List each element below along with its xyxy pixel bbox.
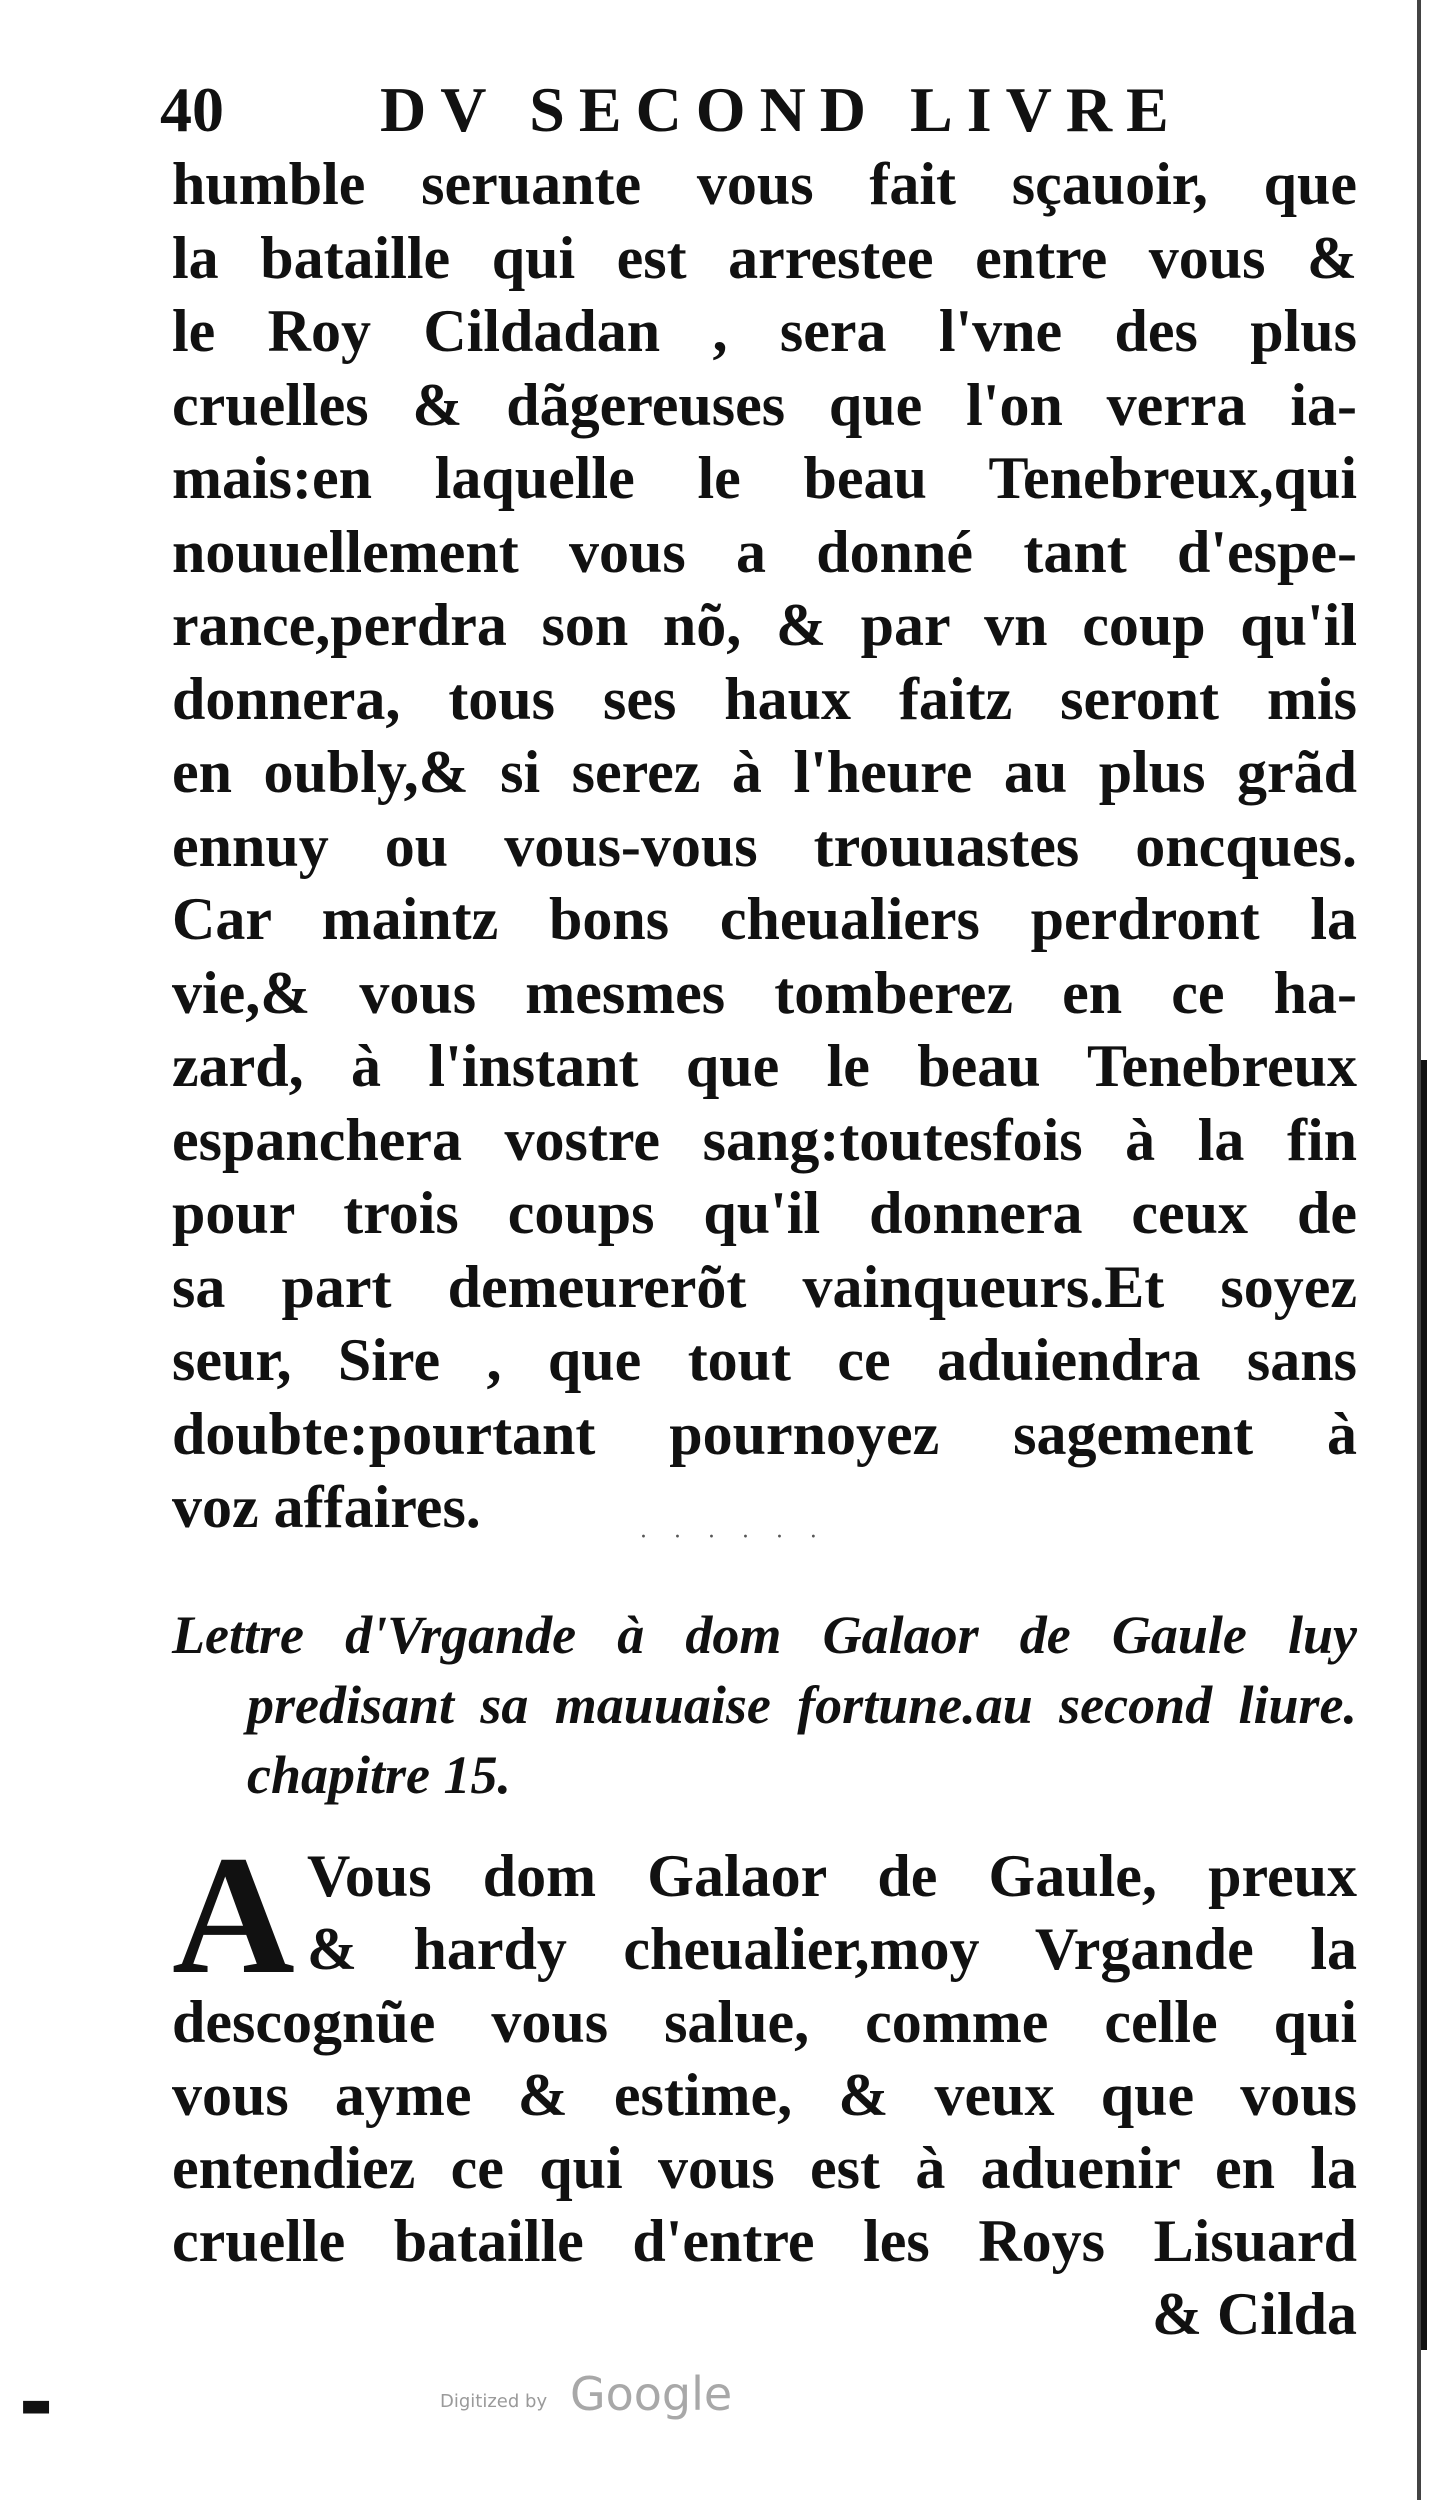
text-line: sa part demeurerõt vainqueurs.Et soyez (172, 1253, 1357, 1320)
running-title: DV SECOND LIVRE (380, 74, 1183, 145)
text-line: & hardy cheualier,moy Vrgande la (307, 1916, 1357, 1982)
text-line: Vous dom Galaor de Gaule, preux (307, 1843, 1357, 1909)
heading-line: predisant sa mauuaise fortune.au second liure. (247, 1675, 1357, 1735)
text-line: doubte:pourtant pournoyez sagement à (172, 1400, 1357, 1467)
text-line: en oubly,& si serez à l'heure au plus grãd (172, 739, 1357, 805)
text-line: mais:en laquelle le beau Tenebreux,qui (172, 445, 1357, 511)
watermark-prefix: Digitized by (440, 2391, 548, 2412)
page-edge-shadow (1421, 1060, 1427, 2350)
watermark-brand: Google (570, 2367, 733, 2421)
running-header (160, 70, 1260, 150)
body-paragraph (172, 148, 1357, 1545)
text-line: cruelle bataille d'entre les Roys Lisuard (172, 2208, 1357, 2274)
text-line: cruelles & dãgereuses que l'on verra ia- (172, 371, 1357, 438)
heading-line: Lettre d'Vrgande à dom Galaor de Gaule luy (172, 1605, 1357, 1665)
text-line: rance,perdra son nõ, & par vn coup qu'il (172, 592, 1357, 658)
text-line: espanchera vostre sang:toutesfois à la fin (172, 1106, 1357, 1173)
letter-paragraph (172, 1821, 1357, 2351)
digitization-watermark (440, 2365, 760, 2425)
text-line: pour trois coups qu'il donnera ceux de (172, 1180, 1357, 1246)
text-line: voz affaires. (172, 1474, 481, 1540)
text-line: donnera, tous ses haux faitz seront mis (172, 665, 1357, 732)
print-speckle: · · · · · · (640, 1525, 827, 1550)
text-line: zard, à l'instant que le beau Tenebreux (172, 1033, 1357, 1099)
text-line: la bataille qui est arrestee entre vous & (172, 224, 1357, 291)
drop-cap: A (172, 1821, 295, 2009)
text-line: seur, Sire , que tout ce aduiendra sans (172, 1327, 1357, 1393)
text-line: entendiez ce qui vous est à aduenir en la (172, 2135, 1357, 2201)
text-line: descognũe vous salue, comme celle qui (172, 1989, 1357, 2055)
text-line: le Roy Cildadan , sera l'vne des plus (172, 298, 1357, 364)
text-line: nouuellement vous a donné tant d'espe- (172, 518, 1357, 585)
heading-line: chapitre 15. (247, 1745, 511, 1805)
text-line: vous ayme & estime, & veux que vous (172, 2062, 1357, 2128)
text-line: vie,& vous mesmes tomberez en ce ha- (172, 959, 1357, 1026)
text-line: ennuy ou vous-vous trouuastes oncques. (172, 812, 1357, 879)
text-line: Car maintz bons cheualiers perdront la (172, 886, 1357, 952)
text-line: humble seruante vous fait sçauoir, que (172, 151, 1357, 217)
catchword-line: & Cilda (1151, 2281, 1357, 2347)
chapter-heading (172, 1600, 1357, 1810)
margin-mark-icon: ▬ (20, 2385, 53, 2425)
page-number: 40 (160, 74, 224, 145)
